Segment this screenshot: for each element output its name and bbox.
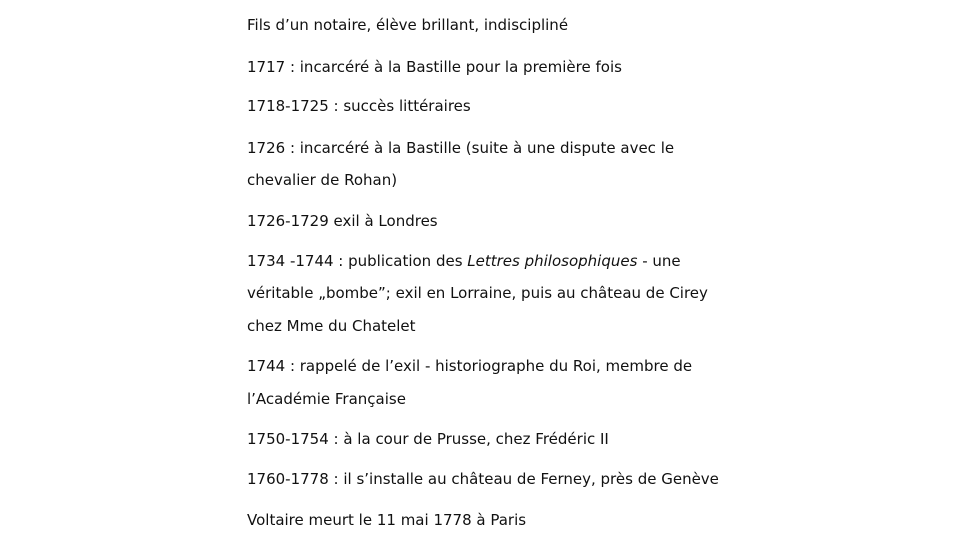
text-line-1734-cont: véritable „bombe”; exil en Lorraine, puis au château de Cirey <box>247 284 708 302</box>
text-line-1734 <box>247 251 681 271</box>
text-line-death: Voltaire meurt le 11 mai 1778 à Paris <box>247 511 527 529</box>
text-line-1760: 1760-1778 : il s’installe au château de Ferney, près de Genève <box>247 470 719 488</box>
text-line-1744: 1744 : rappelé de l’exil - historiographe du Roi, membre de <box>247 357 693 375</box>
text-line-1726: 1726 : incarcéré à la Bastille (suite à une dispute avec le <box>247 139 675 157</box>
text-line-1750: 1750-1754 : à la cour de Prusse, chez Frédéric II <box>247 430 609 448</box>
text-line-1734-post: - une <box>637 252 681 270</box>
text-line-1744-cont: l’Académie Française <box>247 390 406 408</box>
book-title-lettres-philosophiques: Lettres philosophiques <box>467 252 638 270</box>
text-line-1734-pre: 1734 -1744 : publication des <box>247 252 468 270</box>
text-line-childhood: Fils d’un notaire, élève brillant, indiscipliné <box>247 16 569 34</box>
text-line-1726-cont: chevalier de Rohan) <box>247 171 398 189</box>
text-line-1734-cont2: chez Mme du Chatelet <box>247 317 416 335</box>
text-line-1717: 1717 : incarcéré à la Bastille pour la première fois <box>247 58 622 76</box>
text-line-1718: 1718-1725 : succès littéraires <box>247 97 471 115</box>
text-line-1726-1729: 1726-1729 exil à Londres <box>247 212 438 230</box>
